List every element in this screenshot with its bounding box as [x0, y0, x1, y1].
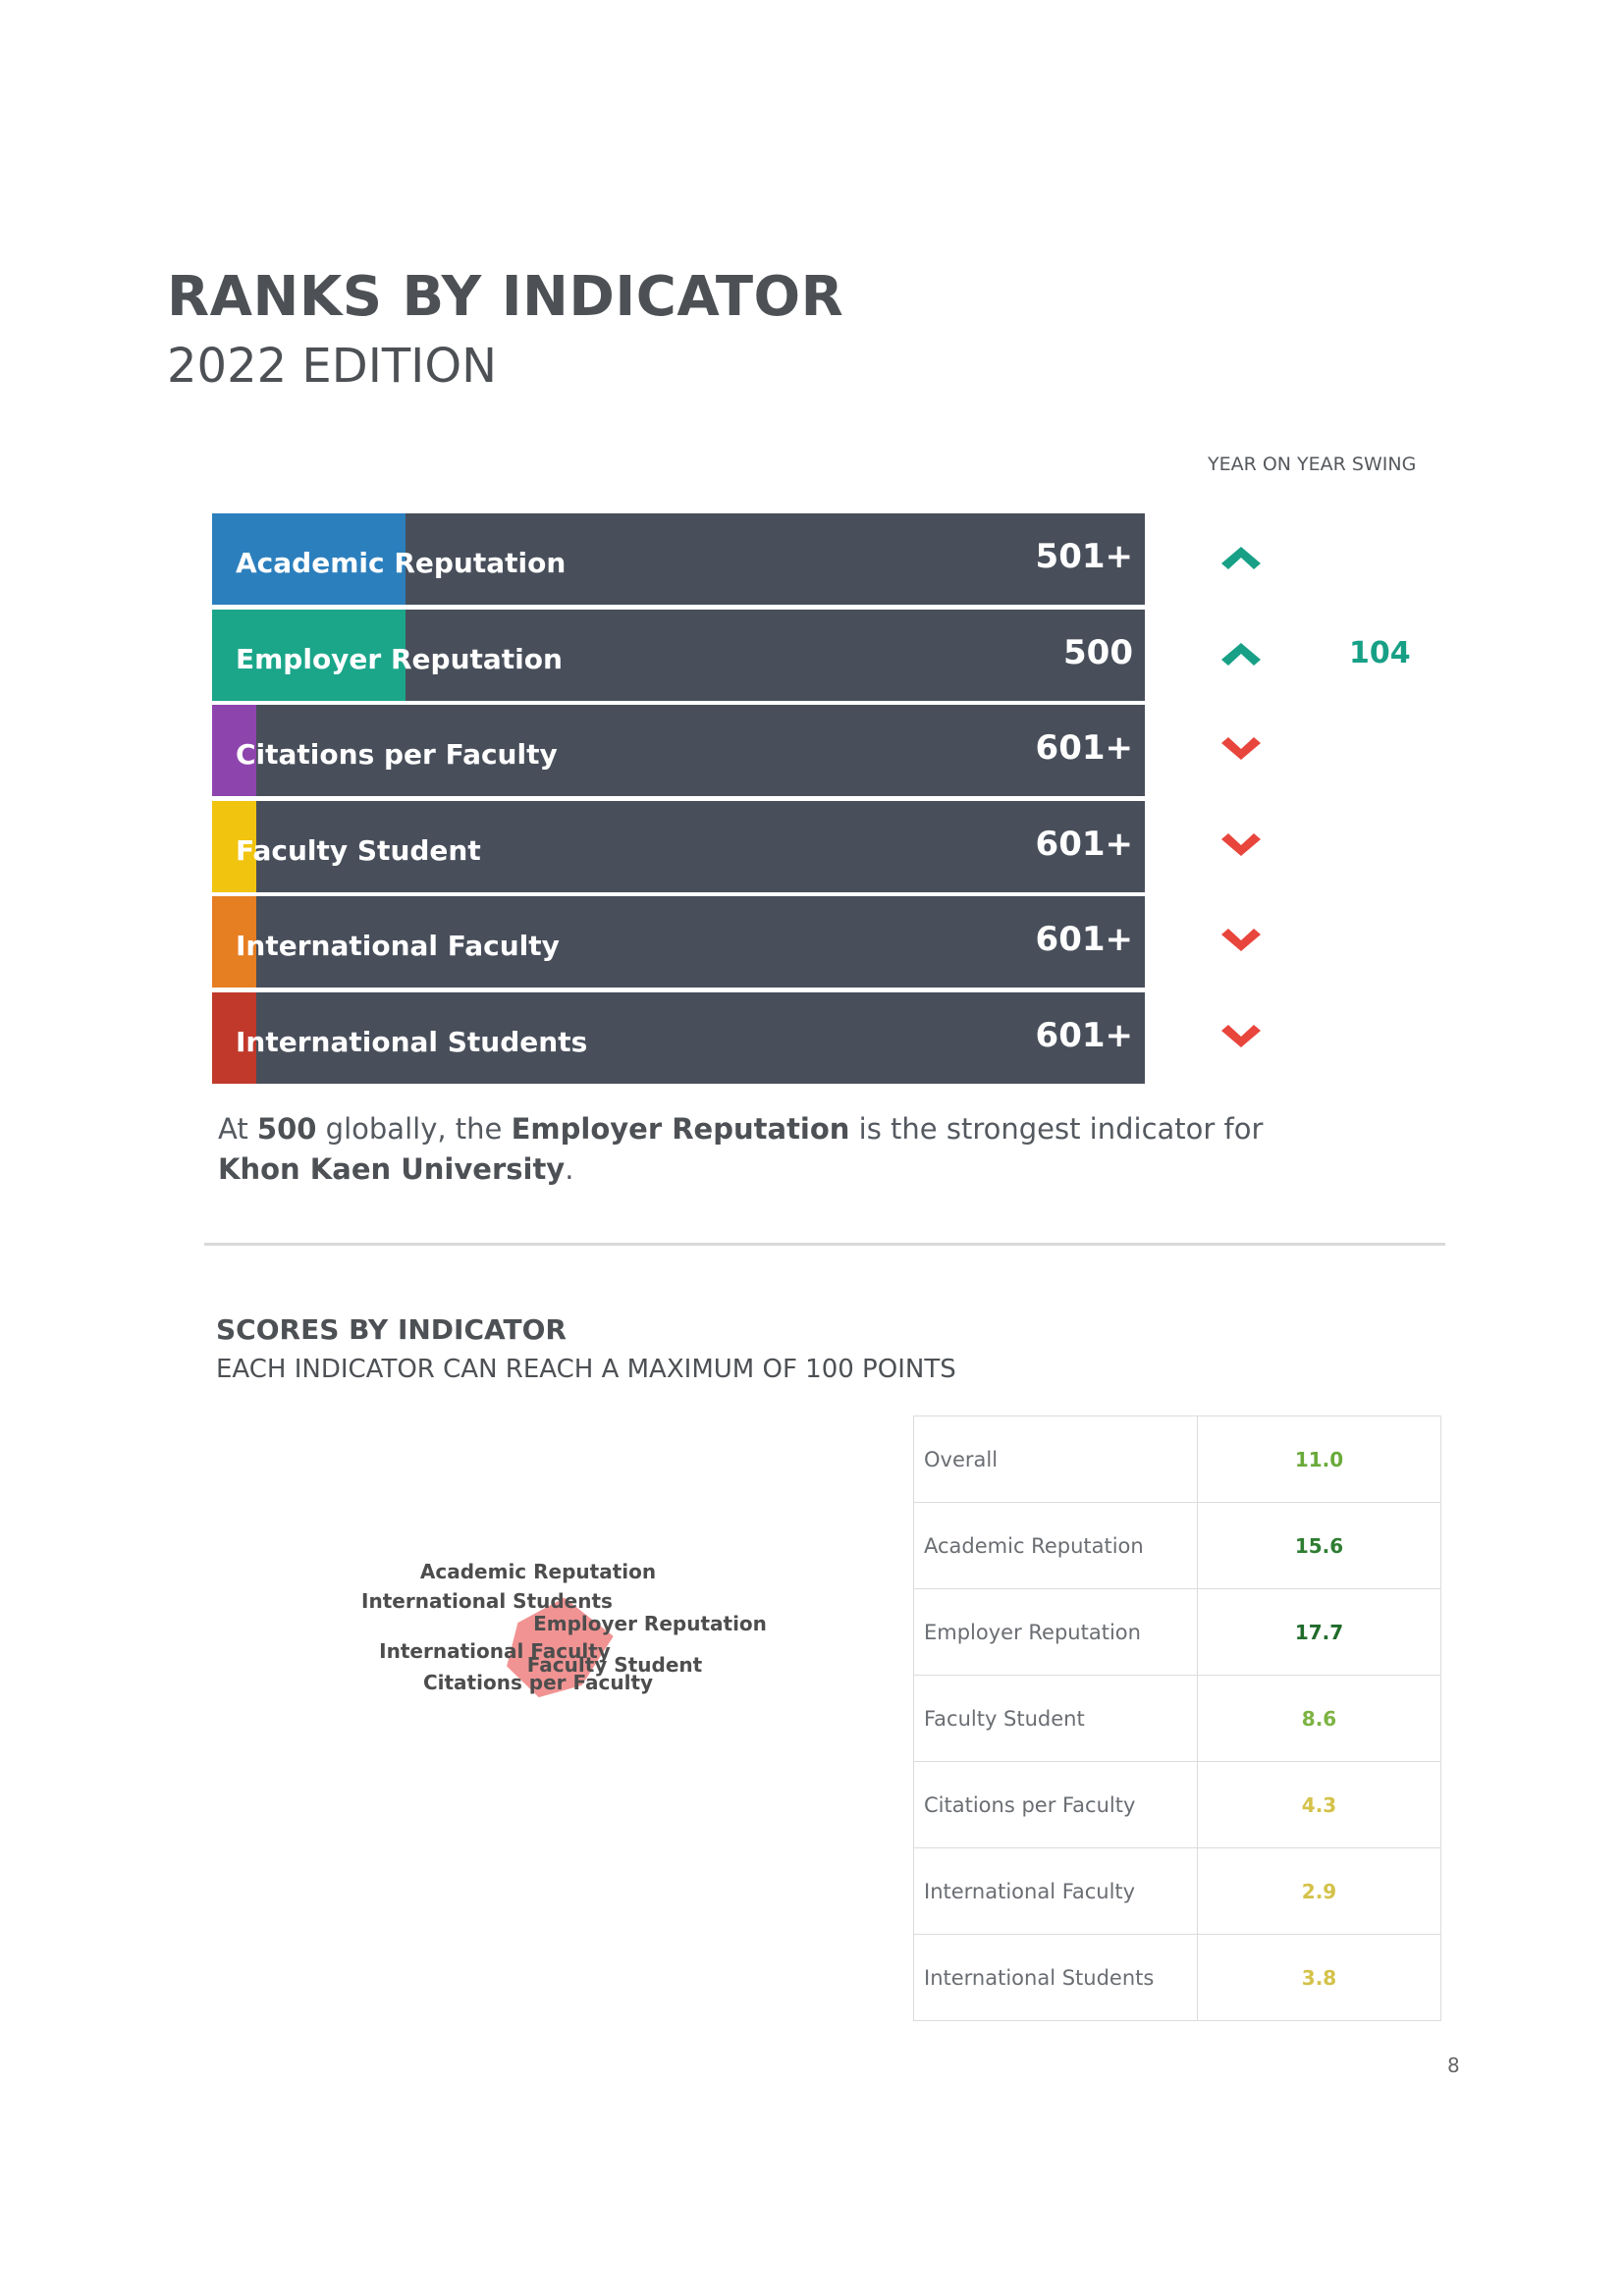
radar-axis-label: Employer Reputation: [533, 1612, 767, 1635]
rank-bar-label: International Faculty: [236, 930, 560, 962]
rank-bar-label: Citations per Faculty: [236, 738, 558, 771]
table-row: [914, 1503, 1441, 1589]
summary-text: At 500 globally, the Employer Reputation is the strongest indicator for Khon Kaen University.: [218, 1112, 1264, 1186]
score-name: Overall: [914, 1416, 1198, 1503]
edition-subtitle: 2022 EDITION: [167, 339, 498, 394]
score-name: Faculty Student: [914, 1676, 1198, 1762]
scores-title: SCORES BY INDICATOR: [216, 1313, 567, 1346]
table-row: [914, 1676, 1441, 1762]
rank-bar: [212, 801, 1145, 892]
page-title: RANKS BY INDICATOR: [167, 265, 844, 329]
score-name: International Students: [914, 1935, 1198, 2021]
table-row: [914, 1935, 1441, 2021]
table-row: [914, 1416, 1441, 1503]
score-value: 2.9: [1198, 1848, 1441, 1935]
score-value: 11.0: [1198, 1416, 1441, 1503]
rank-bar-label: International Students: [236, 1025, 588, 1058]
score-name: Employer Reputation: [914, 1589, 1198, 1676]
swing-up-icon: [1219, 640, 1263, 667]
radar-axis-label: Faculty Student: [526, 1653, 703, 1677]
scores-table: [913, 1415, 1441, 2021]
rank-bar-label: Faculty Student: [236, 833, 481, 867]
scores-subtitle: EACH INDICATOR CAN REACH A MAXIMUM OF 100 POINTS: [216, 1355, 956, 1384]
swing-down-icon: [1219, 927, 1263, 954]
rank-bar-label: Employer Reputation: [236, 642, 563, 675]
radar-axis-label: Academic Reputation: [419, 1560, 657, 1583]
score-value: 17.7: [1198, 1589, 1441, 1676]
yoy-swing-heading: YEAR ON YEAR SWING: [1208, 454, 1417, 475]
score-value: 8.6: [1198, 1676, 1441, 1762]
rank-bar-label: Academic Reputation: [236, 547, 567, 579]
rank-bar: [212, 705, 1145, 796]
score-value: 15.6: [1198, 1503, 1441, 1589]
score-value: 3.8: [1198, 1935, 1441, 2021]
summary-university: Khon Kaen University: [218, 1152, 566, 1186]
table-row: [914, 1848, 1441, 1935]
radar-axis-label: Citations per Faculty: [422, 1671, 654, 1694]
summary-indicator: Employer Reputation: [511, 1112, 850, 1146]
rank-bar: [212, 896, 1145, 988]
summary-rank: 500: [256, 1112, 317, 1146]
swing-up-icon: [1219, 544, 1263, 571]
radar-chart: [295, 1531, 844, 1865]
rank-bar: [212, 610, 1145, 701]
score-value: 4.3: [1198, 1762, 1441, 1848]
radar-axis-label: International Students: [361, 1589, 613, 1613]
score-name: International Faculty: [914, 1848, 1198, 1935]
score-name: Academic Reputation: [914, 1503, 1198, 1589]
table-row: [914, 1589, 1441, 1676]
radar-axis-label: International Faculty: [379, 1639, 611, 1663]
swing-down-icon: [1219, 735, 1263, 763]
rank-bar-value: 601+: [1035, 1015, 1133, 1055]
rank-bar: [212, 992, 1145, 1084]
rank-bar-value: 500: [1063, 632, 1133, 672]
rank-bar-value: 601+: [1035, 728, 1133, 768]
table-row: [914, 1762, 1441, 1848]
score-name: Citations per Faculty: [914, 1762, 1198, 1848]
rank-bar-value: 601+: [1035, 824, 1133, 864]
rank-bar: [212, 513, 1145, 605]
swing-down-icon: [1219, 1023, 1263, 1050]
rank-bar-value: 601+: [1035, 920, 1133, 959]
section-divider: [204, 1243, 1445, 1246]
swing-down-icon: [1219, 831, 1263, 859]
swing-value: 104: [1349, 635, 1411, 670]
page-number: 8: [1447, 2054, 1460, 2077]
rank-bar-value: 501+: [1035, 537, 1133, 576]
